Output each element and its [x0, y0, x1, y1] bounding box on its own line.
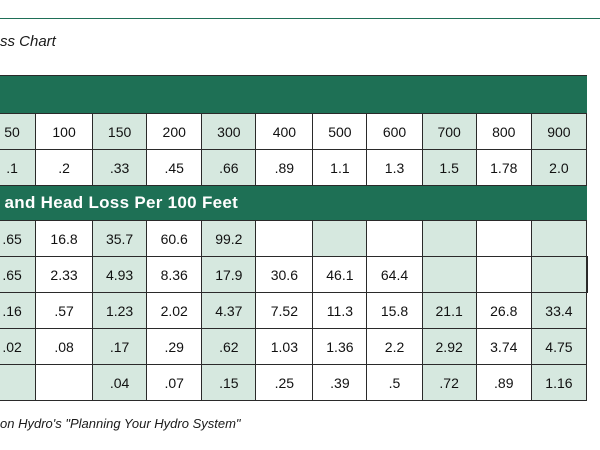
- table-cell: .04: [93, 365, 147, 401]
- table-cell: 800: [476, 114, 531, 150]
- table-cell: 2.33: [36, 257, 93, 293]
- table-cell: .29: [147, 329, 202, 365]
- table-cell: 300: [202, 114, 256, 150]
- section-band-label: and Head Loss Per 100 Feet: [0, 186, 587, 221]
- table-cell: [256, 221, 313, 257]
- table-cell: 1.36: [313, 329, 367, 365]
- table-cell: .65: [0, 257, 36, 293]
- table-cell: 21.1: [422, 293, 476, 329]
- table-row: [0, 329, 588, 365]
- table-cell: [313, 221, 367, 257]
- chart-title: ss Chart: [0, 33, 56, 50]
- table-cell: .02: [0, 329, 36, 365]
- table-cell: .57: [36, 293, 93, 329]
- table-cell: [531, 221, 586, 257]
- table-cell: .16: [0, 293, 36, 329]
- table-cell: 1.3: [367, 150, 422, 186]
- table-cell: .45: [147, 150, 202, 186]
- table-cell: .65: [0, 221, 36, 257]
- table-cell: 1.5: [422, 150, 476, 186]
- table-row: [0, 221, 588, 257]
- table-cell: [0, 365, 36, 401]
- table-cell: 150: [93, 114, 147, 150]
- table-cell: 64.4: [367, 257, 422, 293]
- table-cell: 1.23: [93, 293, 147, 329]
- flow-row: [0, 114, 588, 150]
- table-cell: 26.8: [476, 293, 531, 329]
- table-cell: 2.2: [367, 329, 422, 365]
- table-cell: 46.1: [313, 257, 367, 293]
- table-cell: 900: [531, 114, 586, 150]
- table-cell: 600: [367, 114, 422, 150]
- table-cell: 60.6: [147, 221, 202, 257]
- table-cell: [367, 221, 422, 257]
- table-cell: .07: [147, 365, 202, 401]
- table-cell: 200: [147, 114, 202, 150]
- table-cell: 35.7: [93, 221, 147, 257]
- second-row: [0, 150, 588, 186]
- table-cell: .39: [313, 365, 367, 401]
- header-band-label: [0, 76, 587, 114]
- table-cell: .08: [36, 329, 93, 365]
- table-cell: .62: [202, 329, 256, 365]
- flow-loss-table: [0, 75, 588, 401]
- table-row: [0, 365, 588, 401]
- header-band: [0, 76, 588, 114]
- table-cell: 17.9: [202, 257, 256, 293]
- table-cell: 2.92: [422, 329, 476, 365]
- table-cell: 8.36: [147, 257, 202, 293]
- source-caption: on Hydro's "Planning Your Hydro System": [0, 416, 241, 431]
- table-cell: 1.03: [256, 329, 313, 365]
- table-cell: 3.74: [476, 329, 531, 365]
- table-cell: 400: [256, 114, 313, 150]
- table-cell: .5: [367, 365, 422, 401]
- table-cell: 4.37: [202, 293, 256, 329]
- table-cell: 16.8: [36, 221, 93, 257]
- table-cell: 4.93: [93, 257, 147, 293]
- table-cell: 700: [422, 114, 476, 150]
- section-band: [0, 186, 588, 221]
- table-cell: .15: [202, 365, 256, 401]
- table-cell: 50: [0, 114, 36, 150]
- top-rule: [0, 18, 600, 19]
- table-cell: 4.75: [531, 329, 586, 365]
- table-cell: 1.1: [313, 150, 367, 186]
- table-cell: .33: [93, 150, 147, 186]
- table-cell: 1.16: [531, 365, 586, 401]
- table-cell: 2.02: [147, 293, 202, 329]
- table-cell: .25: [256, 365, 313, 401]
- table-cell: 7.52: [256, 293, 313, 329]
- table-cell: 99.2: [202, 221, 256, 257]
- table-cell: 30.6: [256, 257, 313, 293]
- table-cell: 33.4: [531, 293, 586, 329]
- table-cell: [587, 257, 588, 293]
- table-cell: .89: [476, 365, 531, 401]
- table-cell: 15.8: [367, 293, 422, 329]
- table-cell: 2.0: [531, 150, 586, 186]
- table-cell: [36, 365, 93, 401]
- table-row: [0, 293, 588, 329]
- table-cell: 500: [313, 114, 367, 150]
- table-cell: .89: [256, 150, 313, 186]
- table-cell: .72: [422, 365, 476, 401]
- table-row: [0, 257, 588, 293]
- table-cell: [476, 257, 531, 293]
- table-cell: [531, 257, 586, 293]
- table-cell: 1.78: [476, 150, 531, 186]
- table-cell: .1: [0, 150, 36, 186]
- table-cell: .66: [202, 150, 256, 186]
- table-cell: [422, 257, 476, 293]
- table-cell: 100: [36, 114, 93, 150]
- table-cell: [422, 221, 476, 257]
- table-cell: 11.3: [313, 293, 367, 329]
- table-cell: .2: [36, 150, 93, 186]
- table-cell: .17: [93, 329, 147, 365]
- table-cell: [476, 221, 531, 257]
